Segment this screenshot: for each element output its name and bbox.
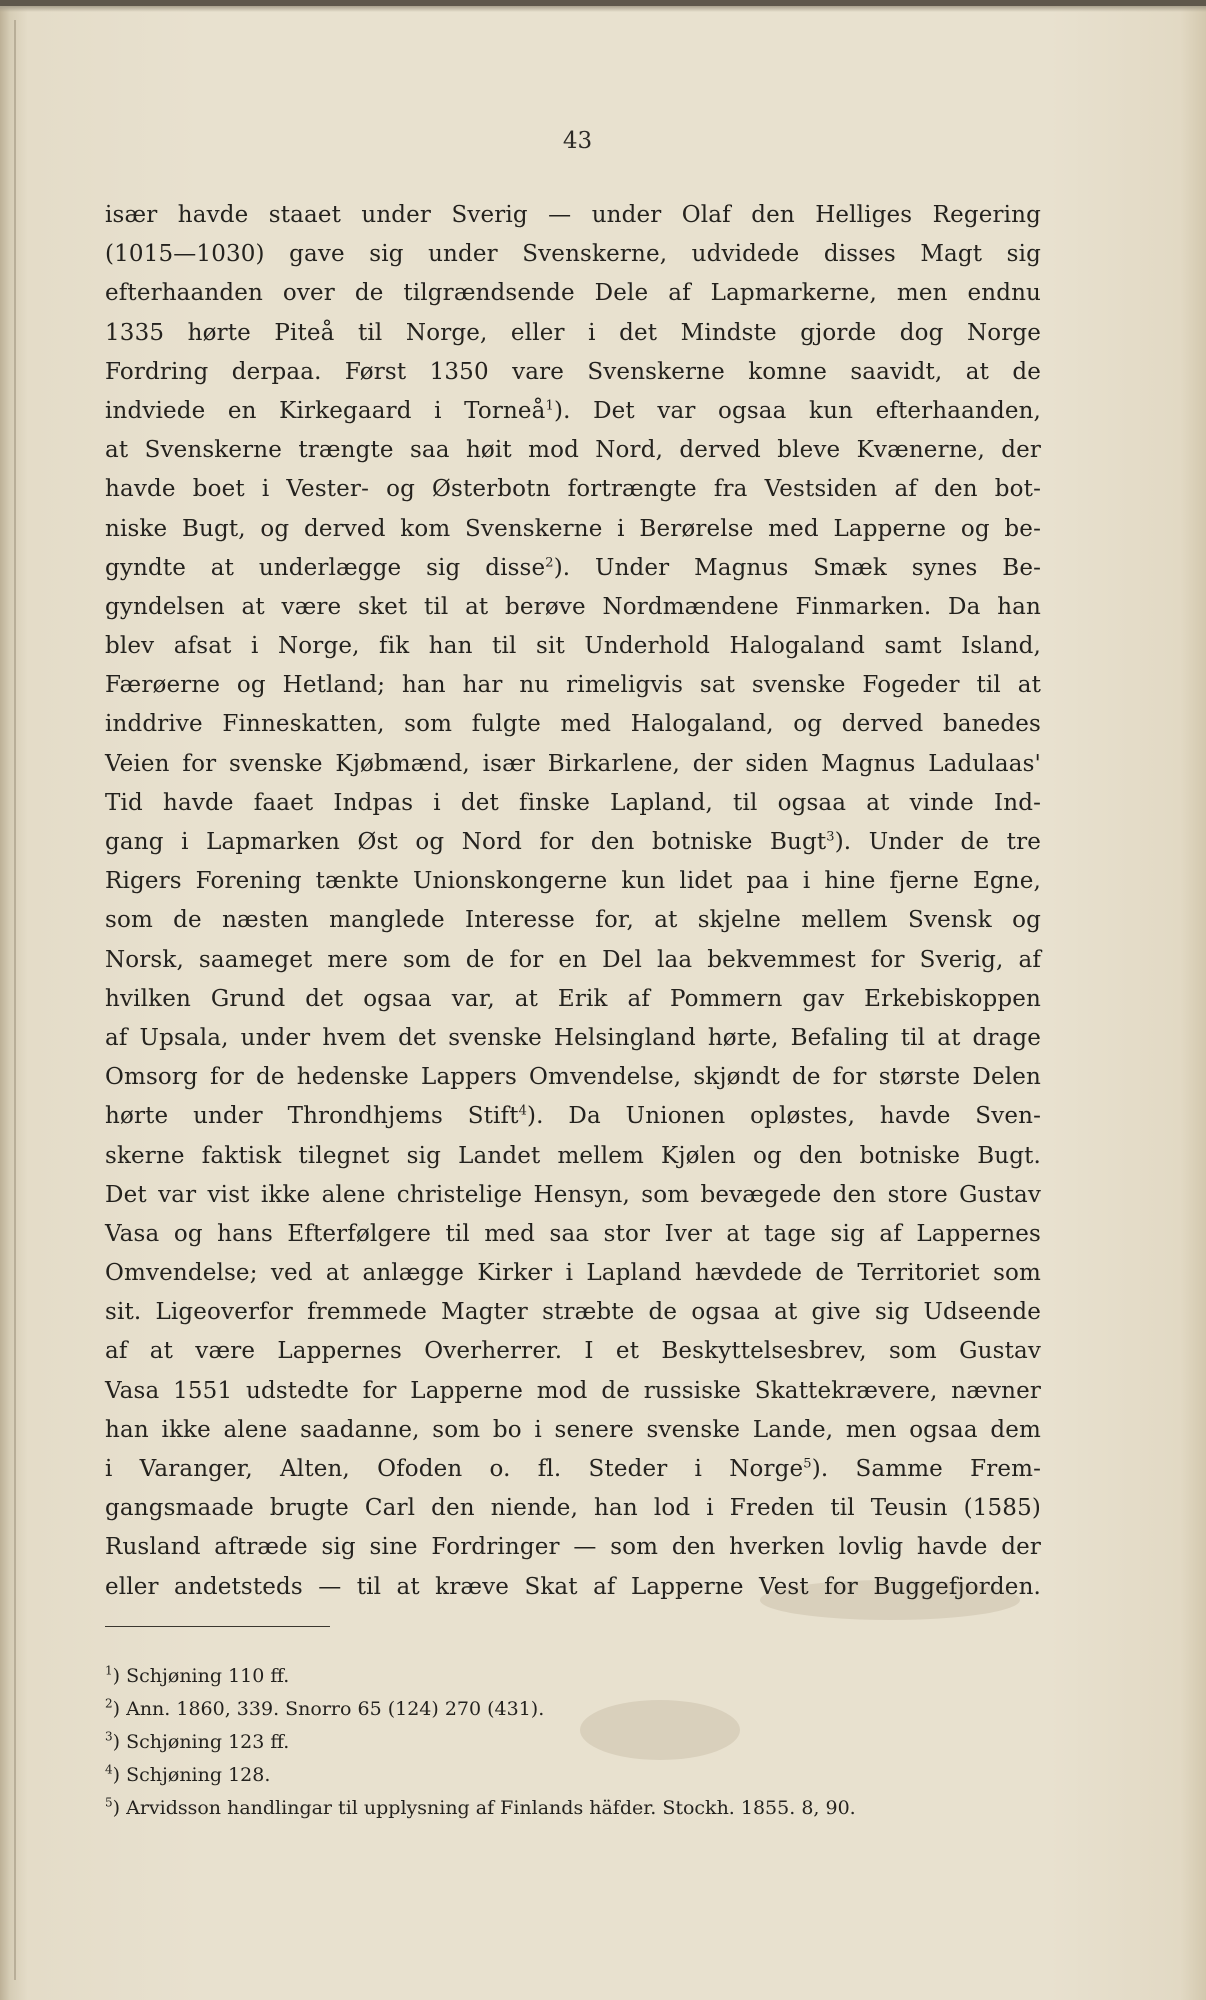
text-line xyxy=(105,745,1041,784)
line-text: Veien for svenske Kjøbmænd, især Birkarlene, der siden Magnus Ladulaas' xyxy=(105,750,1041,777)
footnote-mark: 2 xyxy=(105,1696,113,1711)
line-text: i Varanger, Alten, Ofoden o. fl. Steder i Norge xyxy=(105,1456,804,1482)
line-text: som de næsten manglede Interesse for, at skjelne mellem Svensk og xyxy=(105,907,1041,934)
text-line xyxy=(105,784,1041,823)
line-text: hvilken Grund det ogsaa var, at Erik af Pommern gav Erkebiskoppen xyxy=(105,985,1041,1012)
line-text: Omsorg for de hedenske Lappers Omvendelse, skjøndt de for største Delen xyxy=(105,1064,1041,1091)
line-text: blev afsat i Norge, fik han til sit Underhold Halogaland samt Island, xyxy=(105,633,1041,660)
text-line xyxy=(105,392,1041,431)
text-line xyxy=(105,1176,1041,1215)
line-text: 1335 hørte Piteå til Norge, eller i det Mindste gjorde dog Norge xyxy=(105,319,1041,346)
line-text: skerne faktisk tilegnet sig Landet mellem Kjølen og den botniske Bugt. xyxy=(105,1142,1041,1169)
line-text: sit. Ligeoverfor fremmede Magter stræbte de ogsaa at give sig Udseende xyxy=(105,1299,1041,1326)
text-line xyxy=(105,235,1041,274)
text-line xyxy=(105,901,1041,940)
line-text: indviede en Kirkegaard i Torneå xyxy=(105,397,546,424)
footnote-mark: 4 xyxy=(105,1762,113,1777)
line-text: havde boet i Vester- og Østerbotn fortrængte fra Vestsiden af den bot- xyxy=(105,476,1041,503)
footnote xyxy=(105,1693,1041,1726)
footnote-mark: 1 xyxy=(105,1663,113,1678)
text-line xyxy=(105,588,1041,627)
line-text: efterhaanden over de tilgrændsende Dele af Lapmarkerne, men endnu xyxy=(105,280,1041,307)
line-text: hørte under Throndhjems Stift xyxy=(105,1103,519,1130)
footnote-reference: 5 xyxy=(803,1456,812,1472)
line-text: Vasa og hans Efterfølgere til med saa stor Iver at tage sig af Lappernes xyxy=(105,1220,1041,1247)
text-line xyxy=(105,1097,1041,1136)
footnote-text: ) Schjøning 123 ff. xyxy=(112,1731,290,1753)
text-line xyxy=(105,274,1041,313)
footnote-text: ) Arvidsson handlingar til upplysning af Finlands häfder. Stockh. 1855. 8, 90. xyxy=(112,1797,856,1819)
line-text: Omvendelse; ved at anlægge Kirker i Lapland hævdede de Territoriet som xyxy=(105,1260,1041,1287)
text-line xyxy=(105,1568,1041,1607)
text-line xyxy=(105,1332,1041,1371)
text-line xyxy=(105,1411,1041,1450)
line-text: Det var vist ikke alene christelige Hensyn, som bevægede den store Gustav xyxy=(105,1181,1041,1208)
line-text: eller andetsteds — til at kræve Skat af Lapperne Vest for Buggefjorden. xyxy=(105,1573,1041,1600)
text-line xyxy=(105,1058,1041,1097)
text-line xyxy=(105,549,1041,588)
text-line xyxy=(105,627,1041,666)
line-text: Færøerne og Hetland; han har nu rimeligvis sat svenske Fogeder til at xyxy=(105,672,1041,699)
text-line xyxy=(105,705,1041,744)
line-text-continued: ). Under de tre xyxy=(834,829,1041,855)
footnote-mark: 3 xyxy=(105,1729,113,1744)
line-text: inddrive Finneskatten, som fulgte med Halogaland, og derved banedes xyxy=(105,711,1041,738)
line-text: af at være Lappernes Overherrer. I et Beskyttelsesbrev, som Gustav xyxy=(105,1338,1041,1365)
text-line xyxy=(105,510,1041,549)
footnote-reference: 4 xyxy=(518,1103,528,1119)
text-line xyxy=(105,353,1041,392)
text-line xyxy=(105,941,1041,980)
line-text: Tid havde faaet Indpas i det finske Lapland, til ogsaa at vinde Ind- xyxy=(105,789,1041,816)
text-line xyxy=(105,196,1041,235)
line-text: gyndte at underlægge sig disse xyxy=(105,554,546,581)
line-text: af Upsala, under hvem det svenske Helsingland hørte, Befaling til at drage xyxy=(105,1024,1041,1051)
page-number: 43 xyxy=(562,128,593,154)
line-text: gang i Lapmarken Øst og Nord for den botniske Bugt xyxy=(105,829,827,855)
line-text: Fordring derpaa. Først 1350 vare Svenskerne komne saavidt, at de xyxy=(105,358,1041,385)
footnote xyxy=(105,1759,1041,1792)
line-text: Rigers Forening tænkte Unionskongerne kun lidet paa i hine fjerne Egne, xyxy=(105,868,1041,895)
text-line xyxy=(105,823,1041,862)
binding-edge xyxy=(14,20,16,1980)
text-line xyxy=(105,1489,1041,1528)
text-line xyxy=(105,1293,1041,1332)
footnote-mark: 5 xyxy=(105,1795,113,1810)
text-line xyxy=(105,1254,1041,1293)
footnote-text: ) Schjøning 110 ff. xyxy=(112,1665,290,1687)
footnote-reference: 1 xyxy=(545,398,554,414)
line-text-continued: ). Da Unionen opløstes, havde Sven- xyxy=(527,1103,1041,1130)
line-text: gyndelsen at være sket til at berøve Nordmændene Finmarken. Da han xyxy=(105,593,1041,620)
text-line xyxy=(105,666,1041,705)
footnote-reference: 3 xyxy=(826,829,835,845)
footnote-text: ) Schjøning 128. xyxy=(112,1764,271,1786)
footnote xyxy=(105,1660,1041,1693)
text-line xyxy=(105,862,1041,901)
text-line xyxy=(105,1372,1041,1411)
footnote xyxy=(105,1726,1041,1759)
text-line xyxy=(105,314,1041,353)
footnote-rule xyxy=(105,1626,330,1627)
top-shadow xyxy=(0,6,1206,12)
body-text xyxy=(105,196,1041,1607)
footnotes xyxy=(105,1660,1041,1825)
line-text: han ikke alene saadanne, som bo i senere svenske Lande, men ogsaa dem xyxy=(105,1416,1041,1443)
footnote xyxy=(105,1792,1041,1825)
line-text-continued: ). Det var ogsaa kun efterhaanden, xyxy=(553,397,1041,424)
text-line xyxy=(105,1528,1041,1567)
line-text: Rusland aftræde sig sine Fordringer — som den hverken lovlig havde der xyxy=(105,1534,1041,1561)
text-line xyxy=(105,980,1041,1019)
text-line xyxy=(105,470,1041,509)
text-line xyxy=(105,1215,1041,1254)
text-line xyxy=(105,1019,1041,1058)
line-text-continued: ). Under Magnus Smæk synes Be- xyxy=(553,554,1041,581)
line-text: (1015—1030) gave sig under Svenskerne, udvidede disses Magt sig xyxy=(105,241,1041,268)
line-text: gangsmaade brugte Carl den niende, han lod i Freden til Teusin (1585) xyxy=(105,1495,1041,1522)
footnote-reference: 2 xyxy=(545,555,554,571)
line-text-continued: ). Samme Frem- xyxy=(811,1456,1041,1482)
footnote-text: ) Ann. 1860, 339. Snorro 65 (124) 270 (431). xyxy=(112,1698,545,1720)
line-text: Vasa 1551 udstedte for Lapperne mod de russiske Skattekrævere, nævner xyxy=(105,1377,1041,1404)
text-line xyxy=(105,1450,1041,1489)
text-line xyxy=(105,1137,1041,1176)
line-text: især havde staaet under Sverig — under Olaf den Helliges Regering xyxy=(105,202,1041,228)
line-text: Norsk, saameget mere som de for en Del laa bekvemmest for Sverig, af xyxy=(105,946,1041,973)
text-line xyxy=(105,431,1041,470)
line-text: at Svenskerne trængte saa høit mod Nord, derved bleve Kvænerne, der xyxy=(105,437,1041,464)
line-text: niske Bugt, og derved kom Svenskerne i Berørelse med Lapperne og be- xyxy=(105,515,1041,542)
